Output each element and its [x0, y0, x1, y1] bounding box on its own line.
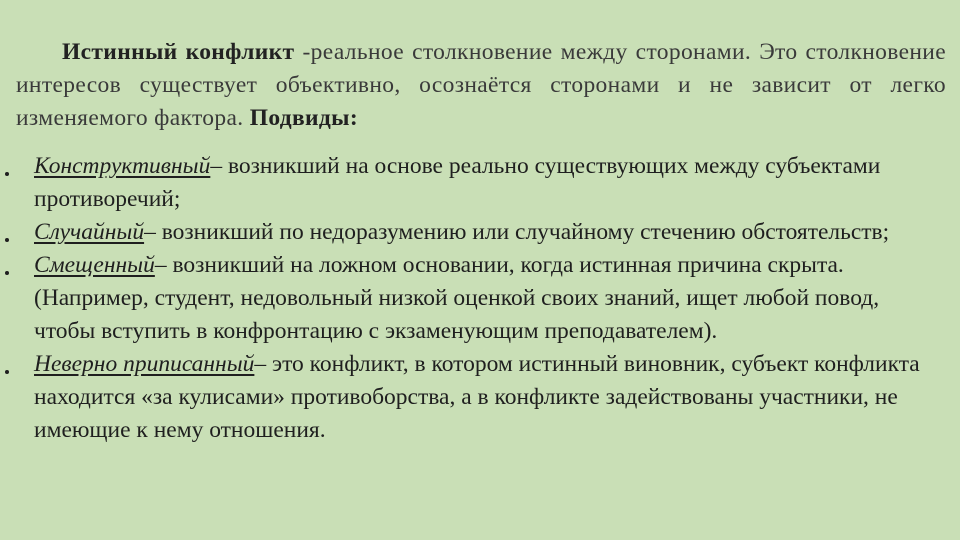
list-item — [0, 348, 944, 447]
item-term: Неверно приписанный — [34, 351, 255, 377]
list-item — [0, 249, 944, 348]
intro-term: Истинный конфликт — [62, 39, 295, 65]
item-term: Случайный — [34, 219, 145, 245]
bullet-icon — [5, 172, 9, 176]
item-term: Конструктивный — [34, 153, 211, 179]
bullet-icon — [5, 238, 9, 242]
intro-text: -реальное столкновение между сторонами. Это столкновение интересов существует объективно, осознаётся сторонами и не зависит от легко изменяемого фактора. — [16, 39, 946, 131]
item-text: – возникший по недоразумению или случайному стечению обстоятельств; — [144, 219, 890, 245]
item-text: – возникший на ложном основании, когда истинная причина скрыта. (Например, студент, недовольный низкой оценкой своих знаний, ищет любой повод, чтобы вступить в конфронтацию с экзаменующим преподавателем). — [34, 252, 880, 344]
item-text: – возникший на основе реально существующих между субъектами противоречий; — [34, 153, 881, 212]
subtypes-label: Подвиды: — [249, 105, 359, 131]
bullet-icon — [5, 271, 9, 275]
list-item — [0, 150, 944, 216]
intro-paragraph — [16, 36, 946, 135]
item-term: Смещенный — [34, 252, 155, 278]
subtypes-list — [0, 150, 960, 447]
bullet-icon — [5, 370, 9, 374]
list-item — [0, 216, 944, 249]
item-text: – это конфликт, в котором истинный виновник, субъект конфликта находится «за кулисами» противоборства, а в конфликте задействованы участники, не имеющие к нему отношения. — [34, 351, 920, 443]
